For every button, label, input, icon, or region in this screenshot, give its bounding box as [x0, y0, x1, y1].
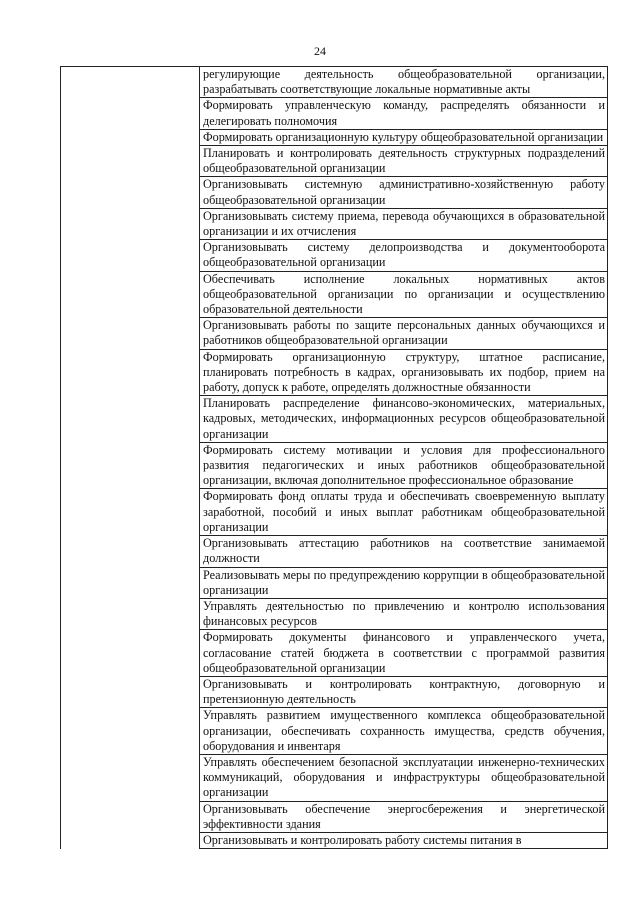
function-item-text: Управлять деятельностью по привлечению и контролю использования финансовых ресурсов	[203, 598, 605, 629]
function-item-text: Организовывать аттестацию работников на соответствие занимаемой должности	[203, 536, 605, 566]
function-item-cell	[200, 567, 608, 598]
function-item-text: Планировать распределение финансово-экономических, материальных, кадровых, методических, информационных ресурсов общеобразовательной организации	[203, 396, 605, 441]
function-item-cell	[200, 271, 608, 318]
function-item-text: регулирующие деятельность общеобразовательной организации, разрабатывать соответствующие локальные нормативные акты	[203, 67, 605, 97]
function-item-cell	[200, 754, 608, 801]
function-item-cell	[200, 349, 608, 396]
competency-table	[60, 66, 608, 849]
function-item-cell	[200, 442, 608, 489]
function-item-text: Реализовывать меры по предупреждению коррупции в общеобразовательной организации	[203, 567, 605, 597]
function-item-cell	[200, 146, 608, 177]
function-item-cell	[200, 129, 608, 145]
left-column-cell	[61, 67, 200, 849]
function-item-text: Организовывать обеспечение энергосбережения и энергетической эффективности здания	[203, 801, 605, 831]
function-item-cell	[200, 630, 608, 677]
function-item-cell	[200, 832, 608, 848]
function-item-cell	[200, 801, 608, 832]
function-item-text: Организовывать системную административно-хозяйственную работу общеобразовательной организации	[203, 177, 605, 207]
function-item-cell	[200, 318, 608, 349]
function-item-cell	[200, 67, 608, 98]
function-item-text: Формировать документы финансового и управленческого учета, согласование статей бюджета в соответствии с программой развития общеобразовательной организации	[203, 630, 605, 675]
function-item-text: Организовывать систему приема, перевода обучающихся в образовательной организации и их отчисления	[203, 208, 605, 239]
function-item-text: Формировать организационную структуру, штатное расписание, планировать потребность в кадрах, организовывать их подбор, прием на работу, допуск к работе, определять должностные обязанности	[203, 349, 605, 395]
function-item-text: Формировать организационную культуру общеобразовательной организации	[203, 129, 604, 144]
function-item-cell	[200, 489, 608, 536]
function-item-cell	[200, 676, 608, 707]
function-item-cell	[200, 708, 608, 755]
function-item-text: Управлять обеспечением безопасной эксплуатации инженерно-технических коммуникаций, оборудования и инфраструктуры общеобразовательной организации	[203, 754, 605, 800]
function-item-text: Формировать систему мотивации и условия для профессионального развития педагогических и иных работников общеобразовательной организации, включая дополнительное профессиональное образование	[203, 442, 605, 488]
function-item-text: Формировать управленческую команду, распределять обязанности и делегировать полномочия	[203, 98, 605, 128]
function-item-cell	[200, 396, 608, 443]
table-row	[61, 67, 608, 98]
function-item-text: Планировать и контролировать деятельность структурных подразделений общеобразовательной организации	[203, 146, 605, 176]
page-number: 24	[314, 44, 326, 58]
function-item-text: Обеспечивать исполнение локальных нормативных актов общеобразовательной организации по организации и осуществлению образовательной деятельности	[203, 271, 605, 317]
function-item-cell	[200, 598, 608, 629]
function-item-text: Управлять развитием имущественного комплекса общеобразовательной организации, обеспечивать сохранность имущества, средств обучения, оборудования и инвентаря	[203, 708, 605, 753]
function-item-text: Организовывать и контролировать работу системы питания в	[203, 832, 522, 847]
function-item-text: Организовывать систему делопроизводства и документооборота общеобразовательной организации	[203, 240, 605, 270]
function-item-cell	[200, 240, 608, 271]
function-item-cell	[200, 98, 608, 129]
function-item-cell	[200, 536, 608, 567]
function-item-text: Организовывать и контролировать контрактную, договорную и претензионную деятельность	[203, 676, 605, 707]
function-item-cell	[200, 208, 608, 239]
function-item-text: Формировать фонд оплаты труда и обеспечивать своевременную выплату заработной, пособий и иных выплат работникам общеобразовательной организации	[203, 489, 605, 534]
function-item-cell	[200, 177, 608, 208]
table-body	[61, 67, 608, 849]
function-item-text: Организовывать работы по защите персональных данных обучающихся и работников общеобразовательной организации	[203, 318, 605, 348]
